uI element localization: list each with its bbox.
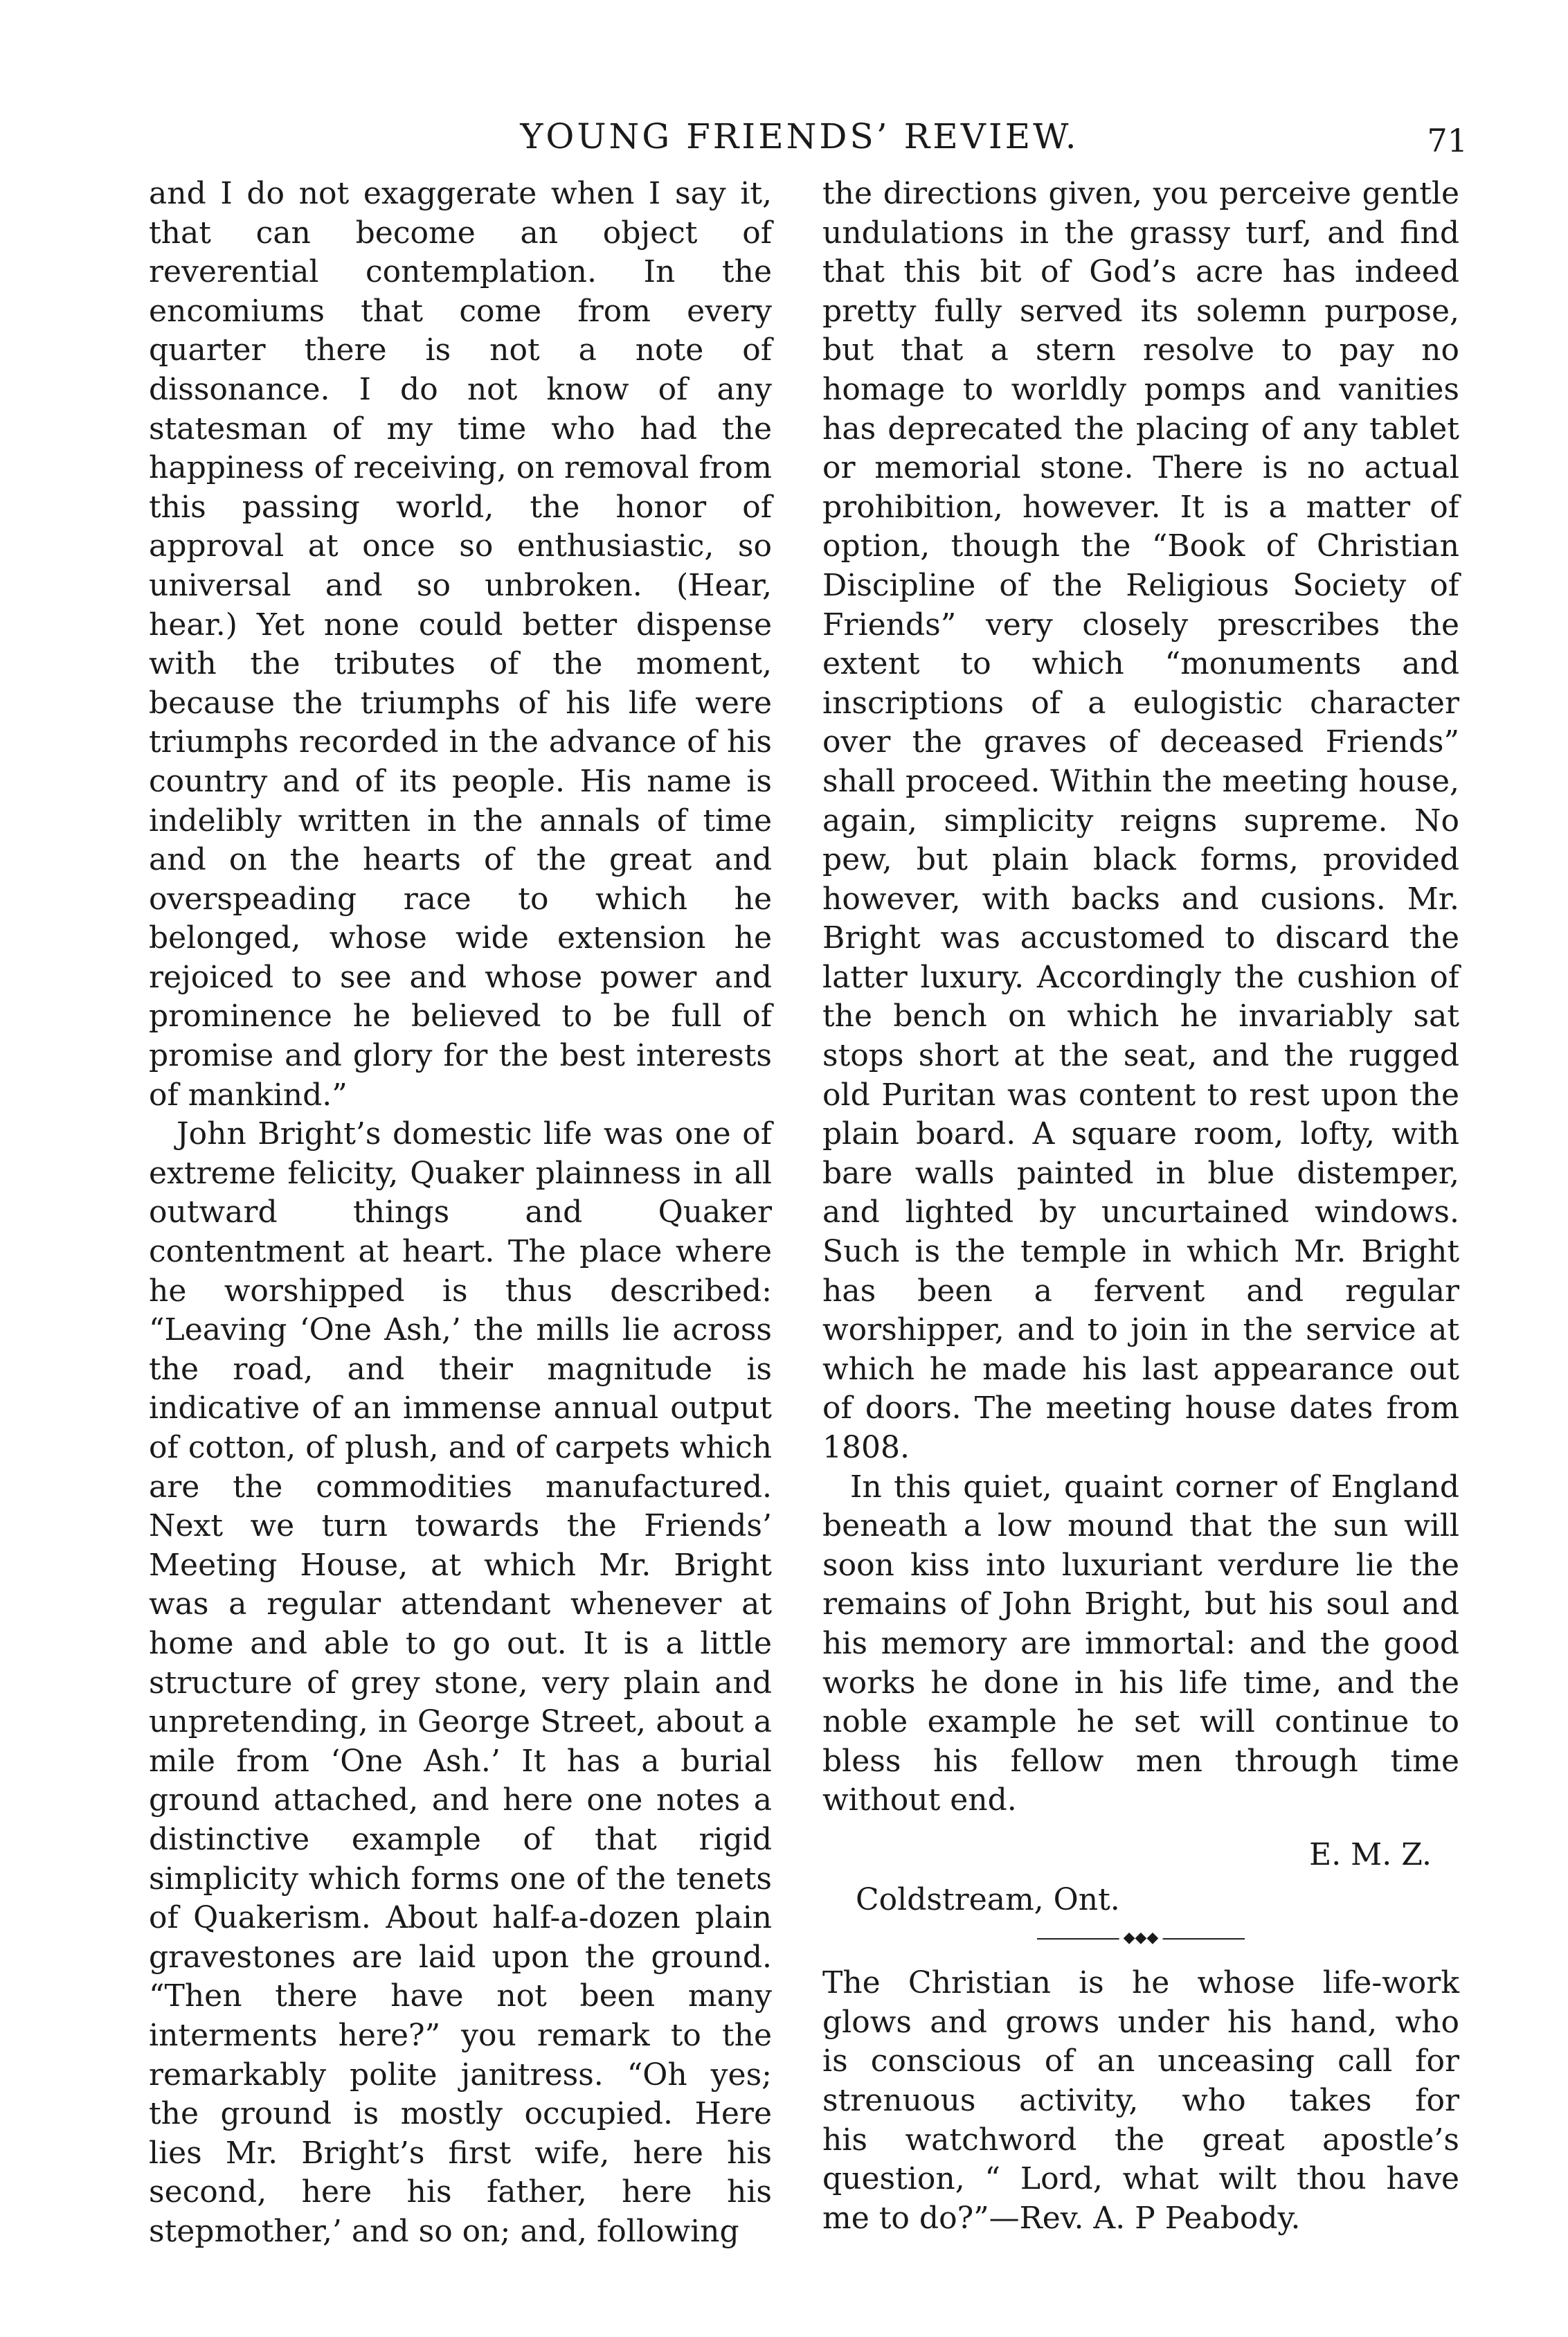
quote-line-last: me to do?”—Rev. A. P Peabody. — [822, 2200, 1301, 2236]
left-paragraph-domestic-life: John Bright’s domestic life was one of extreme felicity, Quaker plainness in all outward things and Quaker contentment at heart. The place where he worshipped is thus described: “Leaving ‘One Ash,’ the mills lie across the road, and their magnitude is indicative of an immense annual output of cotton, of plush, and of carpets which are the commodities manufactured. Next we turn towards the Friends’ Meeting House, at which Mr. Bright was a regular attendant whenever at home and able to go out. It is a little structure of grey stone, very plain and unpretending, in George Street, about a mile from ‘One Ash.’ It has a burial ground attached, and here one notes a distinctive example of that rigid simplicity which forms one of the tenets of Quakerism. About half-a-dozen plain gravestones are laid upon the ground. “Then there have not been many interments here?” you remark to the remarkably polite janitress. “Oh yes; the ground is mostly occupied. Here lies Mr. Bright’s first wife, here his second, here his father, here his stepmother,’ and so on; and, following — [149, 1116, 772, 2249]
page-number: 71 — [1427, 122, 1468, 159]
left-column — [149, 174, 772, 2251]
quote-line: strenuous activity, who takes for — [822, 2082, 1459, 2118]
divider-ornament: ◆◆◆ — [1119, 1931, 1163, 1946]
author-place: Coldstream, Ont. — [856, 1881, 1120, 1917]
author-signature: E. M. Z. — [1309, 1836, 1432, 1872]
page-header — [132, 109, 1468, 172]
quote-line: glows and grows under his hand, who — [822, 2004, 1459, 2040]
quote-line: his watchword the great apostle’s — [822, 2122, 1459, 2158]
right-paragraph-closing: In this quiet, quaint corner of England beneath a low mound that the sun will soon kiss into luxuriant verdure lie the remains of John Bright, but his soul and his memory are immortal: and the good works he done in his life time, and the noble example he set will continue to bless his fellow men through time without end. — [822, 1469, 1459, 1818]
right-column — [822, 174, 1459, 2238]
peabody-quote — [822, 1964, 1459, 2238]
quote-line: is conscious of an unceasing call for — [822, 2043, 1459, 2079]
quote-line: The Christian is he whose life-work — [822, 1965, 1459, 2001]
section-divider — [1037, 1929, 1245, 1947]
quote-line: question, “ Lord, what wilt thou have — [822, 2161, 1459, 2197]
left-paragraph-continued: and I do not exaggerate when I say it, that can become an object of reverential contemplation. In the encomiums that come from every quarter there is not a note of dissonance. I do not know of any statesman of my time who had the happiness of receiving, on removal from this passing world, the honor of approval at once so enthusiastic, so universal and so unbroken. (Hear, hear.) Yet none could better dispense with the tributes of the moment, because the triumphs of his life were triumphs recorded in the advance of his country and of its people. His name is indelibly written in the annals of time and on the hearts of the great and overspeading race to which he belonged, whose wide extension he rejoiced to see and whose power and prominence he believed to be full of promise and glory for the best interests of mankind.” — [149, 176, 772, 1113]
running-title: YOUNG FRIENDS’ REVIEW. — [520, 116, 1079, 156]
right-paragraph-meeting-house: the directions given, you perceive gentle undulations in the grassy turf, and find that this bit of God’s acre has indeed pretty fully served its solemn purpose, but that a stern resolve to pay no homage to worldly pomps and vanities has deprecated the placing of any tablet or memorial stone. There is no actual prohibition, however. It is a matter of option, though the “Book of Christian Discipline of the Religious Society of Friends” very closely prescribes the extent to which “monuments and inscriptions of a eulogistic character over the graves of deceased Friends” shall proceed. Within the meeting house, again, simplicity reigns supreme. No pew, but plain black forms, provided however, with backs and cusions. Mr. Bright was accustomed to discard the latter luxury. Accordingly the cushion of the bench on which he invariably sat stops short at the seat, and the rugged old Puritan was content to rest upon the plain board. A square room, lofty, with bare walls painted in blue distemper, and lighted by uncurtained windows. Such is the temple in which Mr. Bright has been a fervent and regular worshipper, and to join in the service at which he made his last appearance out of doors. The meeting house dates from 1808. — [822, 176, 1459, 1465]
